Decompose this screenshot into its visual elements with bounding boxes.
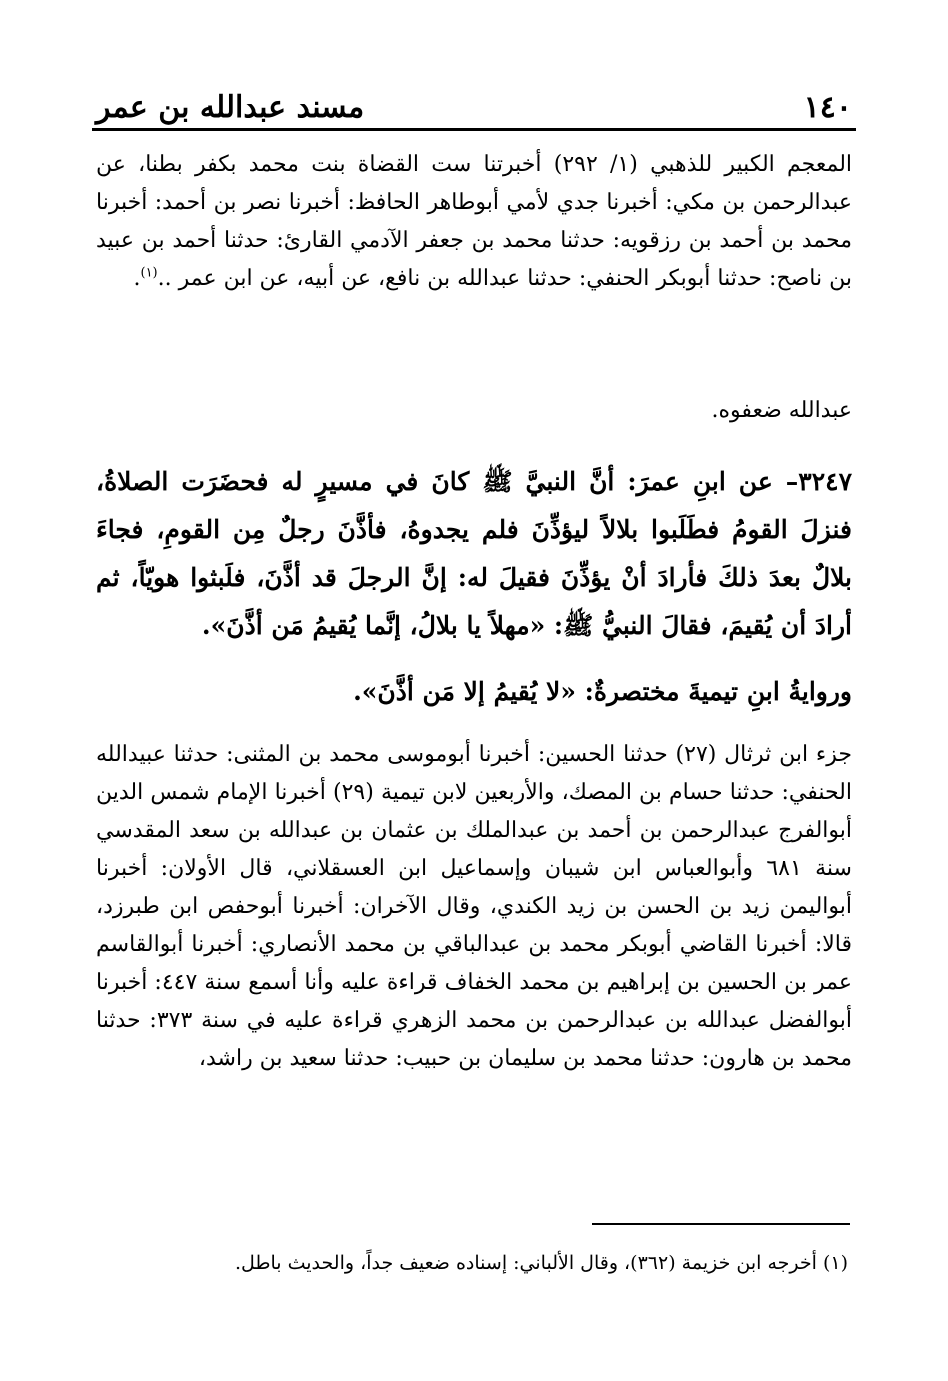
ibn-taymiyya-narration: وروايةُ ابنِ تيميةَ مختصرةٌ: «لا يُقيمُ إلا مَن أذَّنَ». <box>353 677 852 706</box>
footnote-divider <box>592 1223 850 1225</box>
running-title: مسند عبدالله بن عمر <box>96 90 365 125</box>
footnote: (١) أخرجه ابن خزيمة (٣٦٢)، وقال الألباني: إسناده ضعيف جداً، والحديث باطل. <box>234 1252 848 1274</box>
page-header <box>92 88 856 131</box>
footnote-reference: (١) <box>140 265 158 281</box>
isnad-paragraph-1: المعجم الكبير للذهبي (١/ ٢٩٢) أخبرتنا ست القضاة بنت محمد بكفر بطنا، عن عبدالرحمن بن مكي: أخبرنا جدي لأمي أبوطاهر الحافظ: أخبرنا نصر بن أحمد: أخبرنا محمد بن أحمد بن رزقويه: حدثنا محمد بن جعفر الآدمي القارئ: حدثنا أحمد بن عبيد بن ناصح: حدثنا أبوبكر الحنفي: حدثنا عبدالله بن نافع، عن أبيه، عن ابن عمر ..$^{(١)}$. <box>96 152 853 291</box>
isnad-text-1: المعجم الكبير للذهبي (١/ ٢٩٢) أخبرتنا ست القضاة بنت محمد بكفر بطنا، عن عبدالرحمن بن مكي: أخبرنا جدي لأمي أبوطاهر الحافظ: أخبرنا نصر بن أحمد: أخبرنا محمد بن أحمد بن رزقويه: حدثنا محمد بن جعفر الآدمي القارئ: حدثنا أحمد بن عبيد بن ناصح: حدثنا أبوبكر الحنفي: حدثنا عبدالله بن نافع، عن أبيه، عن ابن عمر .. <box>96 152 853 291</box>
page-number: ١٤٠ <box>803 90 852 125</box>
hadith-text: ٣٢٤٧– عن ابنِ عمرَ: أنَّ النبيَّ ﷺ كانَ في مسيرٍ له فحضَرَت الصلاةُ، فنزلَ القومُ فطَلَبوا بلالاً ليؤذِّنَ فلم يجدوهُ، فأذَّنَ رجلٌ مِن القومِ، فجاءَ بلالٌ بعدَ ذلكَ فأرادَ أنْ يؤذِّنَ فقيلَ له: إنَّ الرجلَ قد أذَّنَ، فلَبثوا هويّاً، ثم أرادَ أن يُقيمَ، فقالَ النبيُّ ﷺ: «مهلاً يا بلالُ، إنَّما يُقيمُ مَن أذَّنَ». <box>96 467 852 640</box>
isnad-paragraph-2: جزء ابن ثرثال (٢٧) حدثنا الحسين: أخبرنا أبوموسى محمد بن المثنى: حدثنا عبيدالله الحنفي: حدثنا حسام بن المصك، والأربعين لابن تيمية (٢٩) أخبرنا الإمام شمس الدين أبوالفرج عبدالرحمن بن أحمد بن عبدالملك بن عثمان بن عبدالله بن سعد المقدسي سنة ٦٨١ وأبوالعباس ابن شيبان وإسماعيل ابن العسقلاني، قال الأولان: أخبرنا أبواليمن زيد بن الحسن بن زيد الكندي، وقال الآخران: أخبرنا أبوحفص ابن طبرزد، قالا: أخبرنا القاضي أبوبكر محمد بن عبدالباقي بن محمد الأنصاري: أخبرنا أبوالقاسم عمر بن الحسين بن إبراهيم بن محمد الخفاف قراءة عليه وأنا أسمع سنة ٤٤٧: أخبرنا أبوالفضل عبدالله بن عبدالرحمن بن محمد الزهري قراءة عليه في سنة ٣٧٣: حدثنا محمد بن هارون: حدثنا محمد بن سليمان بن حبيب: حدثنا سعيد بن راشد، <box>96 742 852 1071</box>
narrator-note: عبدالله ضعفوه. <box>711 398 852 423</box>
